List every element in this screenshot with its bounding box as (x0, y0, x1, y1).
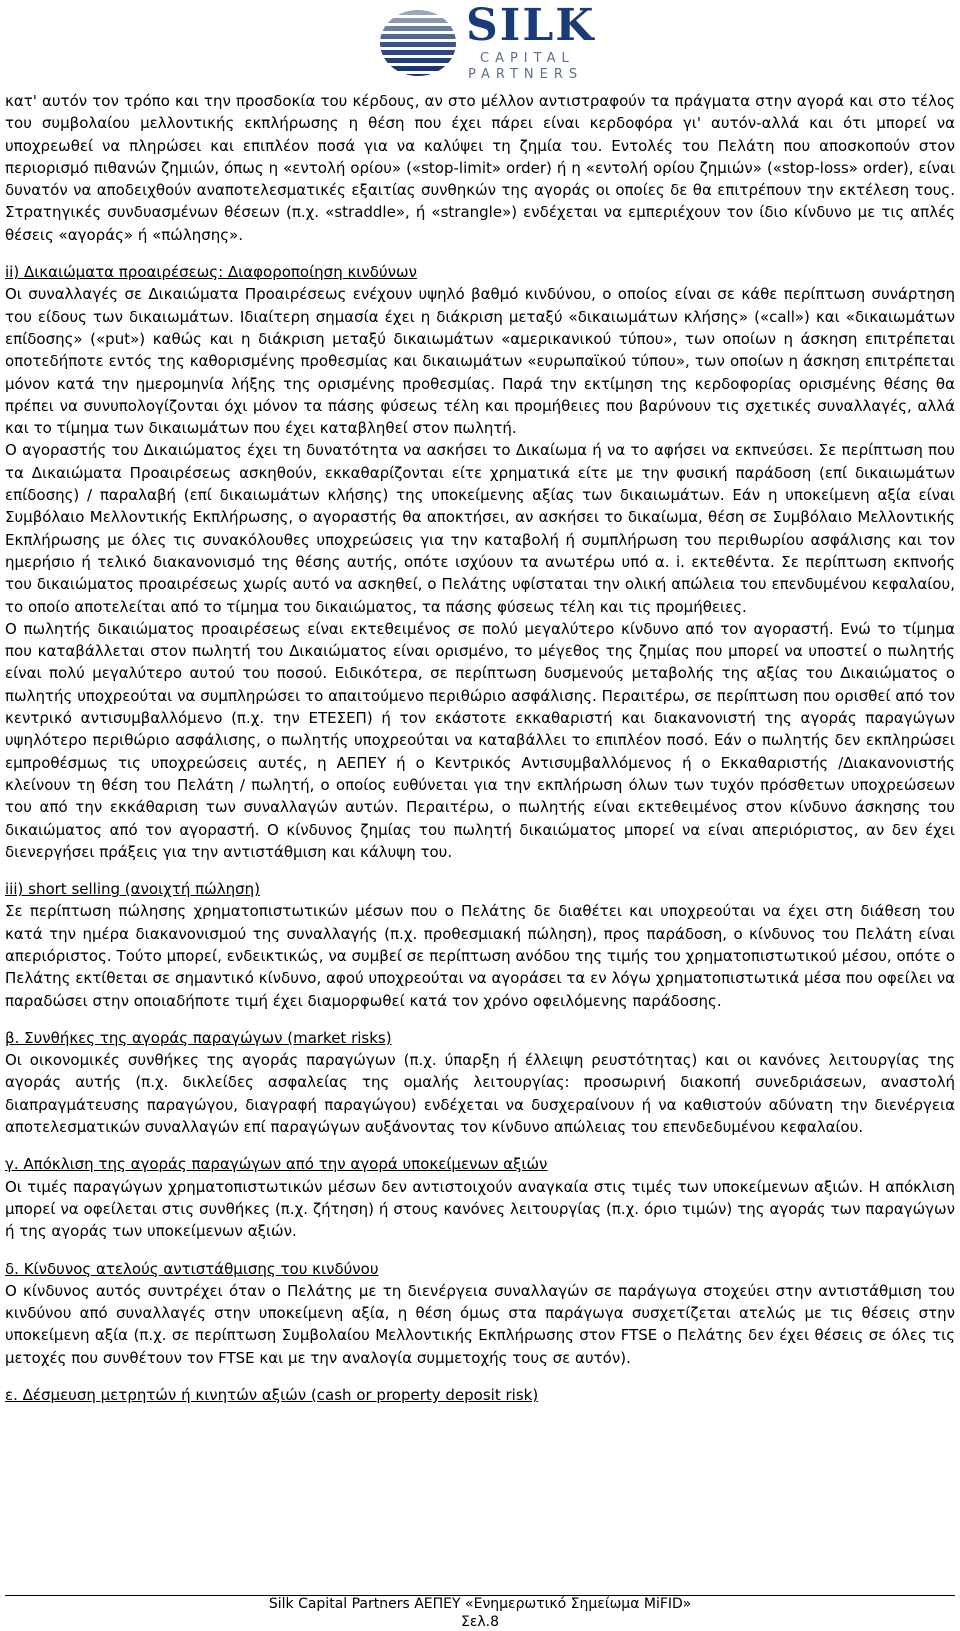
document-body (5, 90, 955, 1406)
section-heading-options: ii) Δικαιώματα προαιρέσεως: Διαφοροποίηση κινδύνων (5, 263, 417, 282)
section-heading-imperfect-hedging: δ. Κίνδυνος ατελούς αντιστάθμισης του κινδύνου (5, 1259, 379, 1278)
page-number: Σελ.8 (460, 1614, 500, 1630)
paragraph-options-intro: Οι συναλλαγές σε Δικαιώματα Προαιρέσεως ενέχουν υψηλό βαθμό κινδύνου, ο οποίος είναι σε κάθε περίπτωση συνάρτηση του είδους των δικαιωμάτων. Ιδιαίτερη σημασία έχει η διάκριση μεταξύ «δικαιωμάτων κλήσης» («call») και «δικαιωμάτων επίδοσης» («put») καθώς και η διάκριση μεταξύ δικαιωμάτων «αμερικανικού τύπου», των οποίων η άσκηση επιτρέπεται οποτεδήποτε εντός της καθορισμένης προθεσμίας και δικαιωμάτων «ευρωπαϊκού τύπου», των οποίων η άσκηση επιτρέπεται μόνον κατά την ημερομηνία λήξης της ορισμένης προθεσμίας. Παρά την εκτίμηση της κερδοφορίας ορισμένης θέσης θα πρέπει να συνυπολογίζονται όχι μόνον τα πάσης φύσεως τέλη και προμήθειες που βαρύνουν τις σχετικές συναλλαγές, αλλά και το τίμημα των δικαιωμάτων που έχει καταβληθεί στον πωλητή. (5, 285, 955, 438)
section-heading-deposit-risk: ε. Δέσμευση μετρητών ή κινητών αξιών (cash or property deposit risk) (5, 1386, 539, 1405)
section-heading-market-risks: β. Συνθήκες της αγοράς παραγώγων (market risks) (5, 1028, 392, 1047)
logo-subtitle-partners: PARTNERS (468, 67, 584, 82)
globe-icon (378, 8, 458, 78)
footer-title: Silk Capital Partners ΑΕΠΕΥ «Ενημερωτικό Σημείωμα MiFID» (268, 1596, 692, 1612)
logo-subtitle-capital: CAPITAL (480, 51, 575, 66)
paragraph-options-seller: Ο πωλητής δικαιώματος προαιρέσεως είναι εκτεθειμένος σε πολύ μεγαλύτερο κίνδυνο από τον αγοραστή. Ενώ το τίμημα που καταβάλλεται στον πωλητή του Δικαιώματος είναι ορισμένο, το μέγεθος της ζημίας που μπορεί να υποστεί ο πωλητής είναι πολύ μεγαλύτερο αυτού του ποσού. Ειδικότερα, σε περίπτωση δυσμενούς μεταβολής της αξίας του Δικαιώματος ο πωλητής υποχρεούται να συμπληρώσει το απαιτούμενο περιθώριο ασφάλισης. Περαιτέρω, σε περίπτωση που ορισθεί από τον κεντρικό αντισυμβαλλόμενο (π.χ. την ΕΤΕΣΕΠ) ή τον εκάστοτε εκκαθαριστή και διακανονιστή της αγοράς παραγώγων υψηλότερο περιθώριο ασφάλισης, ο πωλητής υποχρεούται να καταβάλλει το επιπλέον ποσό. Εάν ο πωλητής δεν εκπληρώσει εμπροθέσμως τις υποχρεώσεις αυτές, η ΑΕΠΕΥ ή ο Κεντρικός Αντισυμβαλλόμενος ή ο Εκκαθαριστής /Διακανονιστής κλείνουν τη θέση του Πελάτη / πωλητή, ο οποίος ευθύνεται για την εκπλήρωση όλων των τυχόν πρόσθετων υποχρεώσεων του από την εκκάθαριση των συναλλαγών αυτών. Περαιτέρω, ο πωλητής είναι εκτεθειμένος στον κίνδυνο άσκησης του δικαιώματος από τον αγοραστή. Ο κίνδυνος ζημίας του πωλητή δικαιώματος μπορεί να είναι απεριόριστος, αν δεν έχει διενεργήσει πράξεις για την αντιστάθμιση και κάλυψη του. (5, 619, 955, 861)
paragraph-divergence: Οι τιμές παραγώγων χρηματοπιστωτικών μέσων δεν αντιστοιχούν αναγκαία στις τιμές των υποκείμενων αξιών. Η απόκλιση μπορεί να οφείλεται στις συνθήκες (π.χ. ζήτηση) ή στους κανόνες λειτουργίας (π.χ. όριο τιμών) της αγοράς των παραγώγων ή της αγοράς των υποκείμενων αξιών. (5, 1177, 955, 1241)
paragraph-imperfect-hedging: Ο κίνδυνος αυτός συντρέχει όταν ο Πελάτης με τη διενέργεια συναλλαγών σε παράγωγα στοχεύει στην αντιστάθμιση του κινδύνου από συναλλαγές στην υποκείμενη αξία, η θέση όμως στα παράγωγα συσχετίζεται ατελώς με τις θέσεις στην υποκείμενη αξία (π.χ. σε περίπτωση Συμβολαίου Μελλοντικής Εκπλήρωσης στον FTSE ο Πελάτης δεν έχει θέσεις σε όλες τις μετοχές που συνθέτουν τον FTSE και με την αναλογία συμμετοχής τους σε αυτόν). (5, 1281, 955, 1367)
company-logo (378, 2, 608, 84)
paragraph-futures-risk: κατ' αυτόν τον τρόπο και την προσδοκία του κέρδους, αν στο μέλλον αντιστραφούν τα πράγματα στην αγορά και στο τέλος του συμβολαίου μελλοντικής εκπλήρωσης η θέση που έχει πάρει είναι κερδοφόρα γι' αυτόν-αλλά και ότι μπορεί να υποχρεωθεί να πληρώσει και επιπλέον ποσά για να καλύψει τη ζημία του. Εντολές του Πελάτη που αποσκοπούν στον περιορισμό πιθανών ζημιών, όπως η «εντολή ορίου» («stop-limit» order) ή η «εντολή ορίου ζημιών» («stop-loss» order), είναι δυνατόν να αποδειχθούν αναποτελεσματικές εξαιτίας συνθηκών της αγοράς οι οποίες δε θα επιτρέπουν την εκτέλεση τους. Στρατηγικές συνδυασμένων θέσεων (π.χ. «straddle», ή «strangle») ενδέχεται να εμπεριέχουν τον ίδιο κίνδυνο με τις απλές θέσεις «αγοράς» ή «πώλησης». (5, 92, 955, 244)
section-heading-divergence: γ. Απόκλιση της αγοράς παραγώγων από την αγορά υποκείμενων αξιών (5, 1155, 548, 1174)
section-heading-short-selling: iii) short selling (ανοιχτή πώληση) (5, 880, 260, 899)
paragraph-short-selling: Σε περίπτωση πώλησης χρηματοπιστωτικών μέσων που ο Πελάτης δε διαθέτει και υποχρεούται να έχει στη διάθεση του κατά την ημέρα διακανονισμού της συναλλαγής (π.χ. προθεσμιακή πώληση), προς παράδοση, ο κίνδυνος του Πελάτη είναι απεριόριστος. Τούτο μπορεί, ενδεικτικώς, να συμβεί σε περίπτωση ανόδου της τιμής του χρηματοπιστωτικού μέσου, οπότε ο Πελάτης εκτίθεται σε σημαντικό κίνδυνο, αφού υποχρεούται να αγοράσει τα εν λόγω χρηματοπιστωτικά μέσα που οφείλει να παραδώσει στην οποιαδήποτε τιμή έχει διαμορφωθεί κατά τον χρόνο οφειλόμενης παράδοσης. (5, 902, 955, 1010)
paragraph-market-risks: Οι οικονομικές συνθήκες της αγοράς παραγώγων (π.χ. ύπαρξη ή έλλειψη ρευστότητας) και οι κανόνες λειτουργίας της αγοράς αυτής (π.χ. δικλείδες ασφαλείας της ομαλής λειτουργίας: προσωρινή διακοπή συνεδριάσεων, αναστολή διαπραγμάτευσης παραγώγου, διαγραφή παραγώγου) ενδέχεται να δυσχεραίνουν ή να καθιστούν αδύνατη την διενέργεια αποτελεσματικών συναλλαγών επί παραγώγων αυξάνοντας τον κίνδυνο απώλειας του επενδεδυμένου κεφαλαίου. (5, 1051, 955, 1137)
logo-wordmark: SILK (466, 0, 596, 51)
paragraph-options-buyer: Ο αγοραστής του Δικαιώματος έχει τη δυνατότητα να ασκήσει το Δικαίωμα ή να το αφήσει να εκπνεύσει. Σε περίπτωση που τα Δικαιώματα Προαιρέσεως ασκηθούν, εκκαθαρίζονται είτε χρηματικά είτε με την φυσική παράδοση (επί δικαιωμάτων επίδοσης) / παραλαβή (επί δικαιωμάτων κλήσης) της υποκείμενης αξίας των δικαιωμάτων. Εάν η υποκείμενη αξία είναι Συμβόλαιο Μελλοντικής Εκπλήρωσης, ο αγοραστής θα αποκτήσει, αν ασκήσει το δικαίωμα, θέση σε Συμβόλαιο Μελλοντικής Εκπλήρωσης με όλες τις συνακόλουθες υποχρεώσεις για την καταβολή ή συμπλήρωση του περιθωρίου ασφάλισης και τον ημερήσιο ή τελικό διακανονισμό της θέσης αυτής, οπότε ισχύουν τα ανωτέρω υπό α. i. εκτεθέντα. Σε περίπτωση εκπνοής του δικαιώματος προαιρέσεως χωρίς αυτό να ασκηθεί, ο Πελάτης υφίσταται την ολική απώλεια του επενδυμένου κεφαλαίου, το οποίο αποτελείται από το τίμημα του δικαιώματος, τα πάσης φύσεως τέλη και τις προμήθειες. (5, 441, 955, 616)
